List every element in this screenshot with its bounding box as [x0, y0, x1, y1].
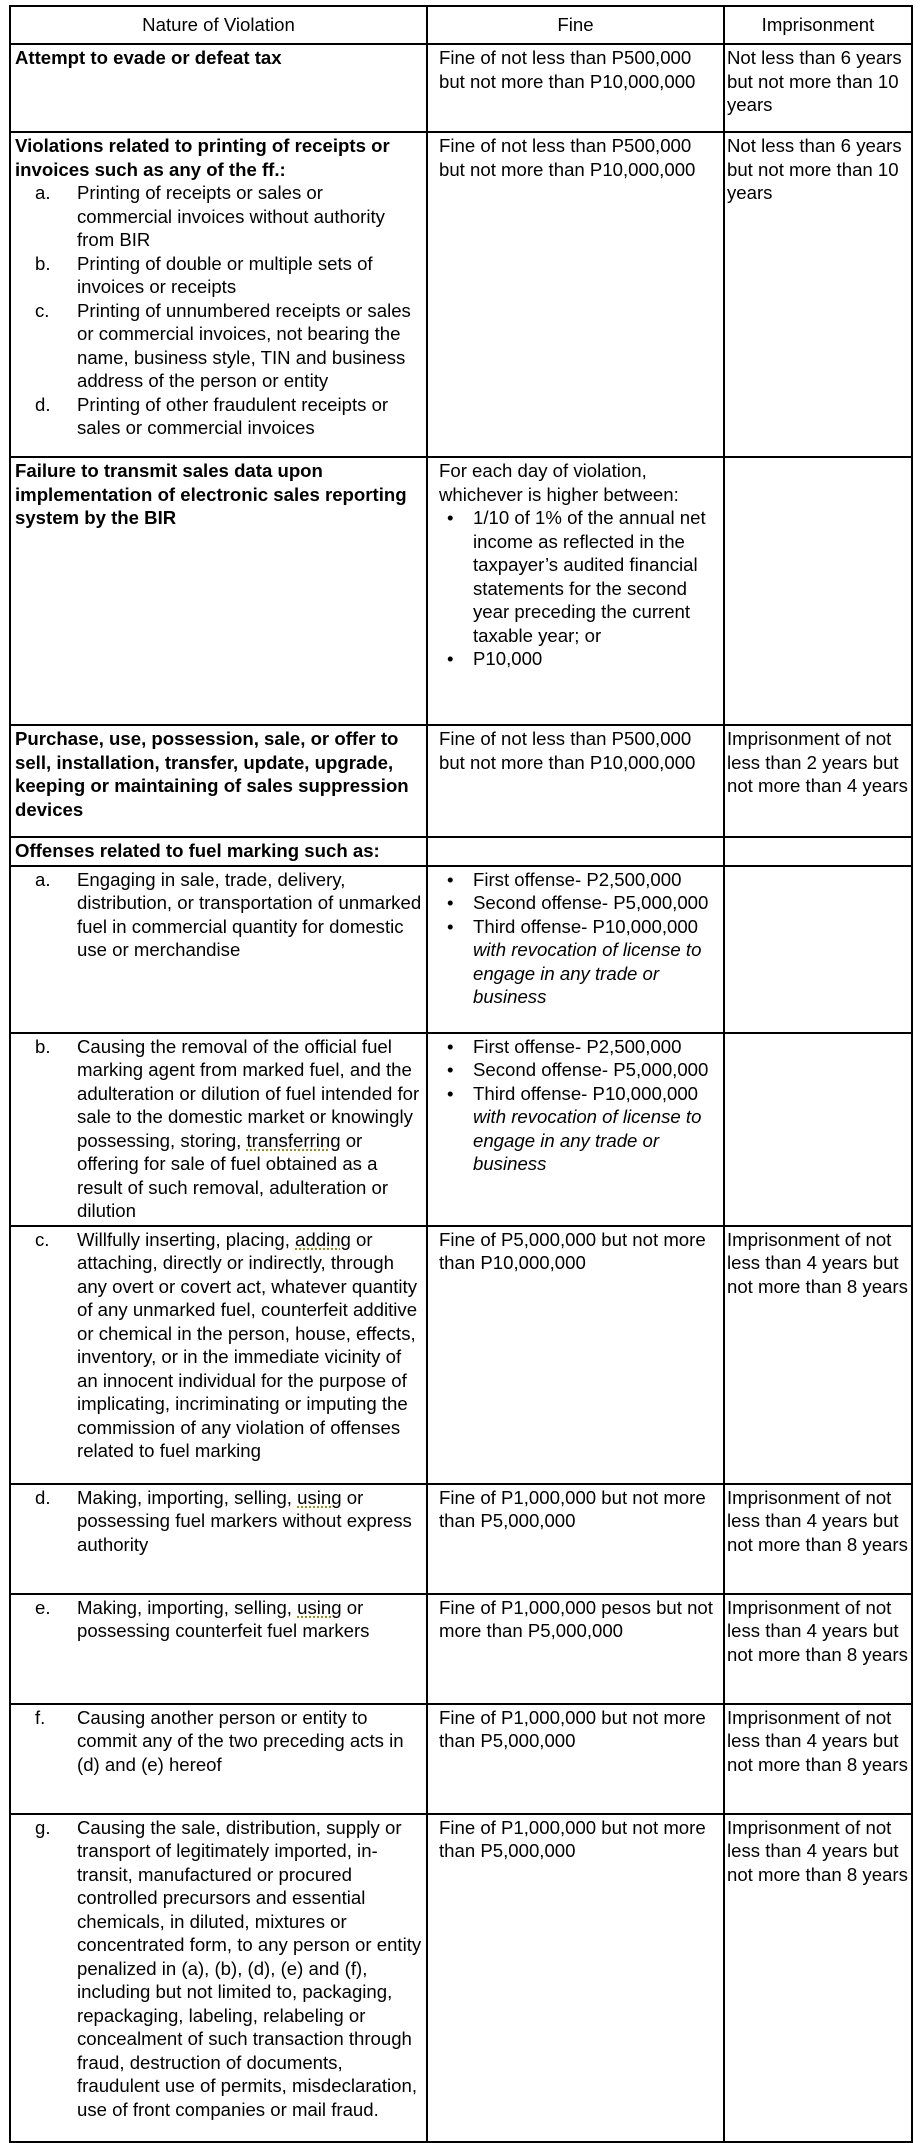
item-text-marked: using — [297, 1486, 342, 1508]
offense-text: Third offense- P10,000,000 — [473, 1082, 699, 1104]
violation-cell — [10, 457, 427, 725]
imprisonment-cell — [724, 866, 912, 1033]
item-text: Willfully inserting, placing, — [77, 1228, 296, 1250]
imprisonment-cell — [724, 1033, 912, 1226]
list-item: • 1/10 of 1% of the annual net income as reflected in the taxpayer’s audited financial statements for the second year preceding the current taxable year; or — [439, 506, 719, 647]
list-item — [439, 915, 719, 1009]
list-item — [15, 181, 422, 252]
fine-bullets — [439, 868, 719, 1009]
sub-item — [15, 1816, 422, 2122]
item-text: Printing of receipts or sales or commercial invoices without authority from BIR — [77, 182, 385, 250]
fine-cell: Fine of P1,000,000 but not more than P5,000,000 — [427, 1704, 724, 1814]
sub-item — [15, 1596, 422, 1643]
sub-item — [15, 1035, 422, 1223]
list-item: • Second offense- P5,000,000 — [439, 891, 719, 915]
violation-cell — [10, 132, 427, 457]
list-item — [15, 299, 422, 393]
item-letter: c. — [35, 299, 50, 321]
imprisonment-cell: Imprisonment of not less than 4 years but not more than 8 years — [724, 1814, 912, 2142]
table-row — [10, 1594, 912, 1704]
imprisonment-cell: Imprisonment of not less than 4 years but not more than 8 years — [724, 1594, 912, 1704]
fine-cell: Fine of not less than P500,000 but not more than P10,000,000 — [427, 44, 724, 132]
violation-sublist — [15, 181, 422, 440]
fine-bullets — [439, 1035, 719, 1176]
imprisonment-cell: Imprisonment of not less than 4 years but not more than 8 years — [724, 1226, 912, 1484]
sub-item — [15, 1228, 422, 1463]
fine-cell — [427, 837, 724, 866]
item-text: or possessing fuel markers without express authority — [77, 1486, 412, 1555]
item-text: or offering for sale of fuel obtained as a result of such removal, adulteration or dilution — [77, 1129, 389, 1221]
table-row — [10, 1704, 912, 1814]
item-text-marked: transferring — [246, 1129, 341, 1151]
sub-item — [15, 1706, 422, 1777]
list-item — [15, 252, 422, 299]
list-item: • Second offense- P5,000,000 — [439, 1058, 719, 1082]
item-letter: f. — [35, 1706, 46, 1728]
fine-cell: Fine of P5,000,000 but not more than P10,000,000 — [427, 1226, 724, 1484]
item-text: Causing the removal of the official fuel marking agent from marked fuel, and the adulteration or dilution of fuel intended for sale to the domestic market or knowingly possessing, storing, — [77, 1035, 420, 1151]
item-letter: c. — [35, 1228, 50, 1250]
section-heading: Offenses related to fuel marking such as: — [15, 840, 380, 861]
table-row — [10, 1814, 912, 2142]
header-row — [10, 6, 912, 44]
item-text: Engaging in sale, trade, delivery, distribution, or transportation of unmarked fuel in commercial quantity for domestic use or merchandise — [77, 868, 422, 960]
violation-cell — [10, 725, 427, 837]
item-text: Printing of double or multiple sets of invoices or receipts — [77, 252, 373, 297]
item-letter: a. — [35, 868, 51, 890]
fine-cell: Fine of P1,000,000 but not more than P5,000,000 — [427, 1484, 724, 1594]
violation-cell — [10, 1484, 427, 1594]
fine-cell: Fine of P1,000,000 pesos but not more than P5,000,000 — [427, 1594, 724, 1704]
imprisonment-cell: Imprisonment of not less than 2 years but not more than 4 years — [724, 725, 912, 837]
table-row — [10, 725, 912, 837]
offense-text: Third offense- P10,000,000 — [473, 915, 699, 937]
list-item — [439, 1082, 719, 1176]
item-letter: d. — [35, 393, 51, 415]
violation-title: Violations related to printing of receipts or invoices such as any of the ff.: — [15, 135, 390, 180]
header-fine: Fine — [427, 6, 724, 44]
item-text: or possessing counterfeit fuel markers — [77, 1596, 370, 1641]
imprisonment-cell — [724, 837, 912, 866]
violation-cell — [10, 1594, 427, 1704]
imprisonment-cell — [724, 457, 912, 725]
fine-cell: Fine of P1,000,000 but not more than P5,000,000 — [427, 1814, 724, 2142]
violation-cell — [10, 1814, 427, 2142]
item-text: Printing of other fraudulent receipts or sales or commercial invoices — [77, 393, 389, 438]
violation-cell — [10, 866, 427, 1033]
item-text: Making, importing, selling, — [77, 1596, 298, 1618]
item-text: Causing the sale, distribution, supply or transport of legitimately imported, in-transit, manufactured or procured controlled precursors and essential chemicals, in diluted, mixtures or concentrated form, to any person or entity penalized in (a), (b), (d), (e) and (f), including but not limited to, packaging, repackaging, labeling, relabeling or concealment of such transaction through fraud, destruction of documents, fraudulent use of permits, misdeclaration, use of front companies or mail fraud. — [77, 1816, 422, 2120]
item-text-marked: using — [297, 1596, 342, 1618]
fine-cell — [427, 457, 724, 725]
offense-note: with revocation of license to engage in any trade or business — [473, 939, 702, 1007]
item-letter: b. — [35, 252, 51, 274]
table-row — [10, 1033, 912, 1226]
violation-title: Purchase, use, possession, sale, or offer to sell, installation, transfer, update, upgrade, keeping or maintaining of sales suppression devices — [15, 728, 409, 820]
violations-table — [9, 5, 913, 2143]
header-imprisonment: Imprisonment — [724, 6, 912, 44]
fine-bullets — [439, 506, 719, 671]
item-text: Printing of unnumbered receipts or sales or commercial invoices, not bearing the name, business style, TIN and business address of the person or entity — [77, 299, 411, 391]
fine-cell: Fine of not less than P500,000 but not more than P10,000,000 — [427, 132, 724, 457]
imprisonment-cell: Not less than 6 years but not more than 10 years — [724, 44, 912, 132]
sub-item — [15, 1486, 422, 1557]
violation-cell — [10, 44, 427, 132]
table-row — [10, 44, 912, 132]
fine-cell: Fine of not less than P500,000 but not more than P10,000,000 — [427, 725, 724, 837]
list-item: • First offense- P2,500,000 — [439, 868, 719, 892]
imprisonment-cell: Not less than 6 years but not more than 10 years — [724, 132, 912, 457]
violation-cell — [10, 1704, 427, 1814]
list-item — [15, 393, 422, 440]
table-row — [10, 1484, 912, 1594]
item-text: Causing another person or entity to commit any of the two preceding acts in (d) and (e) hereof — [77, 1706, 404, 1775]
fine-intro: For each day of violation, whichever is higher between: — [439, 460, 679, 505]
item-text-marked: adding — [295, 1228, 351, 1250]
table-row — [10, 1226, 912, 1484]
fine-cell — [427, 866, 724, 1033]
violation-title: Attempt to evade or defeat tax — [15, 47, 282, 68]
offense-note: with revocation of license to engage in any trade or business — [473, 1106, 702, 1174]
item-letter: d. — [35, 1486, 51, 1508]
table-row — [10, 837, 912, 866]
violation-cell — [10, 1226, 427, 1484]
list-item: • P10,000 — [439, 647, 719, 671]
item-letter: e. — [35, 1596, 51, 1618]
item-letter: g. — [35, 1816, 51, 1838]
table-row — [10, 457, 912, 725]
sub-item — [15, 868, 422, 962]
imprisonment-cell: Imprisonment of not less than 4 years but not more than 8 years — [724, 1704, 912, 1814]
imprisonment-cell: Imprisonment of not less than 4 years but not more than 8 years — [724, 1484, 912, 1594]
table-row — [10, 866, 912, 1033]
header-violation: Nature of Violation — [10, 6, 427, 44]
violation-title: Failure to transmit sales data upon implementation of electronic sales reporting system by the BIR — [15, 460, 407, 528]
violation-cell — [10, 1033, 427, 1226]
fine-cell — [427, 1033, 724, 1226]
list-item: • First offense- P2,500,000 — [439, 1035, 719, 1059]
violation-cell — [10, 837, 427, 866]
item-text: Making, importing, selling, — [77, 1486, 298, 1508]
item-letter: a. — [35, 182, 51, 203]
table-row — [10, 132, 912, 457]
item-letter: b. — [35, 1035, 51, 1057]
item-text: or attaching, directly or indirectly, through any overt or covert act, whatever quantity of any unmarked fuel, counterfeit additive or chemical in the person, house, effects, inventory, or in the immediate vicinity of an innocent individual for the purpose of implicating, incriminating or imputing the commission of any violation of offenses related to fuel marking — [77, 1228, 418, 1461]
